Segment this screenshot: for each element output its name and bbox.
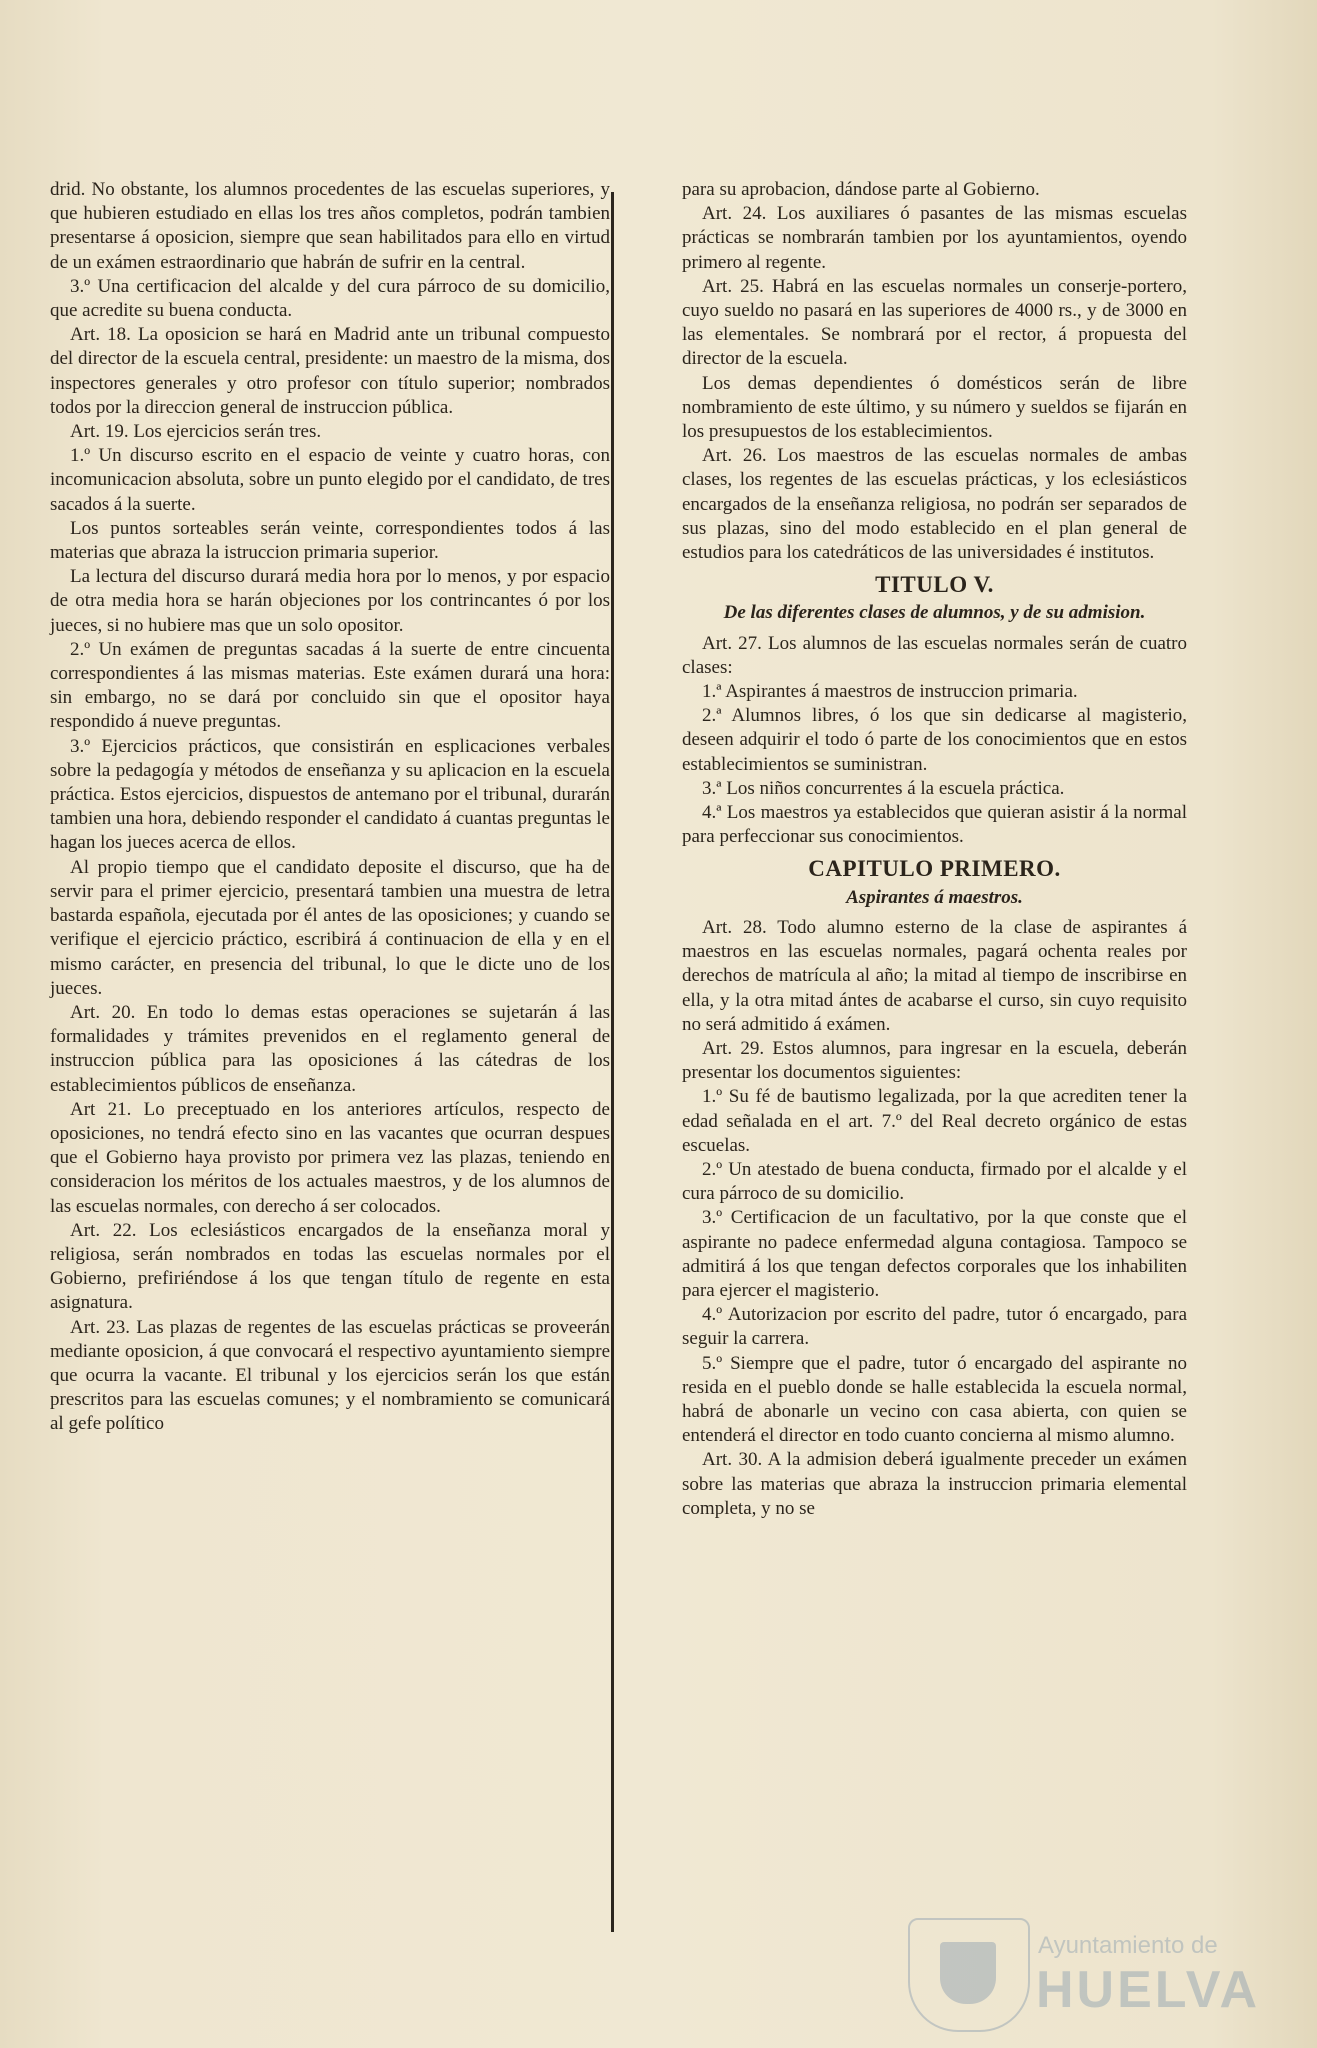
capitulo-heading: CAPITULO PRIMERO.: [808, 856, 1061, 882]
paragraph: 2.º Un atestado de buena conducta, firmado por el alcalde y el cura párroco de su domicilio.: [682, 1158, 1187, 1205]
paragraph: 3.ª Los niños concurrentes á la escuela práctica.: [702, 777, 1065, 799]
paragraph: 4.º Autorizacion por escrito del padre, tutor ó encargado, para seguir la carrera.: [682, 1304, 1187, 1350]
paragraph: 3.º Una certificacion del alcalde y del cura párroco de su domicilio, que acredite su buena conducta.: [50, 275, 610, 322]
paragraph: Art. 29. Estos alumnos, para ingresar en la escuela, deberán presentar los documentos siguientes:: [682, 1037, 1187, 1084]
paragraph: Art. 30. A la admision deberá igualmente preceder un exámen sobre las materias que abraza la instruccion primaria elemental completa, y no se: [682, 1449, 1187, 1519]
paragraph: 2.º Un exámen de preguntas sacadas á la suerte de entre cincuenta correspondientes á las mismas materias. Este exámen durará una hora: sin embargo, no se dará por concluido sin que el opositor haya respondido á nueve preguntas.: [50, 638, 610, 733]
paragraph: 3.º Ejercicios prácticos, que consistirán en esplicaciones verbales sobre la pedagogía y métodos de enseñanza y su aplicacion en la escuela práctica. Estos ejercicios, dispuestos de antemano por el tribunal, durarán tambien una hora, debiendo responder el candidato á cuantas preguntas le hagan los jueces acerca de ellos.: [50, 735, 610, 854]
shield-inner: [940, 1942, 996, 2004]
paragraph: Art. 20. En todo lo demas estas operaciones se sujetarán á las formalidades y trámites prevenidos en el reglamento general de instruccion pública para las oposiciones á las cátedras de los establecimientos públicos de enseñanza.: [50, 1001, 610, 1096]
column-divider: [611, 192, 614, 1932]
paragraph: Art. 28. Todo alumno esterno de la clase de aspirantes á maestros en las escuelas normales, pagará ochenta reales por derechos de matrícula al año; la mitad al tiempo de inscribirse en ella, y la otra mitad ántes de acabarse el curso, sin cuyo requisito no será admitido á exámen.: [682, 916, 1187, 1035]
paragraph: Los puntos sorteables serán veinte, correspondientes todos á las materias que abraza la istruccion primaria superior.: [50, 517, 610, 564]
capitulo-subheading: Aspirantes á maestros.: [846, 886, 1023, 908]
paragraph: Art. 24. Los auxiliares ó pasantes de las mismas escuelas prácticas se nombrarán tambien por los ayuntamientos, oyendo primero al regente.: [682, 203, 1187, 273]
paragraph: Los demas dependientes ó domésticos serán de libre nombramiento de este último, y su número y sueldos se fijarán en los presupuestos de los establecimientos.: [682, 372, 1187, 443]
paragraph: 5.º Siempre que el padre, tutor ó encargado del aspirante no resida en el pueblo donde se halle establecida la escuela normal, habrá de abonarle un vecino con casa abierta, con quien se entenderá el director en todo cuanto concierna al mismo alumno.: [682, 1352, 1187, 1447]
paragraph: Art. 27. Los alumnos de las escuelas normales serán de cuatro clases:: [682, 632, 1187, 678]
paragraph: drid. No obstante, los alumnos procedentes de las escuelas superiores, y que hubieren estudiado en ellas los tres años completos, podrán tambien presentarse á oposicion, siempre que sean habilitados para ello en virtud de un exámen estraordinario que habrán de sufrir en la central.: [50, 179, 610, 273]
paragraph: La lectura del discurso durará media hora por lo menos, y por espacio de otra media hora se harán objeciones por los contrincantes ó por los jueces, si no hubiere mas que un solo opositor.: [50, 566, 610, 636]
huelva-watermark: [908, 1918, 1261, 2028]
paragraph: 1.º Su fé de bautismo legalizada, por la que acrediten tener la edad señalada en el art. 7.º del Real decreto orgánico de estas escuelas.: [682, 1086, 1187, 1156]
paragraph: Art. 19. Los ejercicios serán tres.: [70, 421, 322, 443]
paragraph: Art. 23. Las plazas de regentes de las escuelas prácticas se proveerán mediante oposicion, á que convocará el respectivo ayuntamiento siempre que ocurra la vacante. El tribunal y los ejercicios serán los que están prescritos para las escuelas comunes; y el nombramiento se comunicará al gefe político: [50, 1316, 610, 1435]
titulo-subheading: De las diferentes clases de alumnos, y de su admision.: [723, 602, 1146, 624]
paragraph: 2.ª Alumnos libres, ó los que sin dedicarse al magisterio, deseen adquirir el todo ó parte de los conocimientos que en estos establecimientos se suministran.: [682, 705, 1187, 775]
left-column: [50, 178, 610, 1437]
paragraph: 1.ª Aspirantes á maestros de instruccion primaria.: [702, 681, 1078, 703]
paragraph: 4.ª Los maestros ya establecidos que quieran asistir á la normal para perfeccionar sus conocimientos.: [682, 802, 1187, 848]
paragraph: Art 21. Lo preceptuado en los anteriores artículos, respecto de oposiciones, no tendrá efecto sino en las vacantes que ocurran despues que el Gobierno haya provisto por primera vez las plazas, teniendo en consideracion los méritos de los actuales maestros, y de los alumnos de las escuelas normales, con derecho á ser colocados.: [50, 1098, 610, 1217]
titulo-heading: TITULO V.: [875, 572, 994, 598]
right-column: [682, 178, 1187, 1521]
paragraph: Art. 25. Habrá en las escuelas normales un conserje-portero, cuyo sueldo no pasará en las superiores de 4000 rs., y de 3000 en las elementales. Se nombrará por el rector, á propuesta del director de la escuela.: [682, 275, 1187, 370]
paragraph: 3.º Certificacion de un facultativo, por la que conste que el aspirante no padece enfermedad alguna contagiosa. Tampoco se admitirá á los que tengan defectos corporales que los inhabiliten para ejercer el magisterio.: [682, 1207, 1187, 1301]
paragraph: Al propio tiempo que el candidato deposite el discurso, que ha de servir para el primer ejercicio, presentará tambien una muestra de letra bastarda española, ejecutada por él antes de las oposiciones; y cuando se verifique el ejercicio práctico, escribirá á continuacion de ella y en el mismo carácter, en presencia del tribunal, lo que le dicte uno de los jueces.: [50, 856, 610, 999]
paragraph: Art. 26. Los maestros de las escuelas normales de ambas clases, los regentes de las escuelas prácticas, y los eclesiásticos encargados de la enseñanza religiosa, no podrán ser separados de sus plazas, sino del modo establecido en el plan general de estudios para los catedráticos de las universidades é institutos.: [682, 445, 1187, 564]
watermark-line2: HUELVA: [1036, 1961, 1261, 2019]
paragraph: Art. 22. Los eclesiásticos encargados de la enseñanza moral y religiosa, serán nombrados en todas las escuelas normales por el Gobierno, prefiriéndose á los que tengan título de regente en esta asignatura.: [50, 1219, 610, 1314]
paragraph: 1.º Un discurso escrito en el espacio de veinte y cuatro horas, con incomunicacion absoluta, sobre un punto elegido por el candidato, de tres sacados á la suerte.: [50, 445, 610, 515]
watermark-line1: Ayuntamiento de: [1038, 1932, 1218, 1959]
coat-of-arms-icon: [908, 1918, 1030, 2032]
paragraph: Art. 18. La oposicion se hará en Madrid ante un tribunal compuesto del director de la escuela central, presidente: un maestro de la misma, dos inspectores generales y otro profesor con título superior; nombrados todos por la direccion general de instruccion pública.: [50, 324, 610, 418]
paragraph: para su aprobacion, dándose parte al Gobierno.: [682, 179, 1040, 200]
